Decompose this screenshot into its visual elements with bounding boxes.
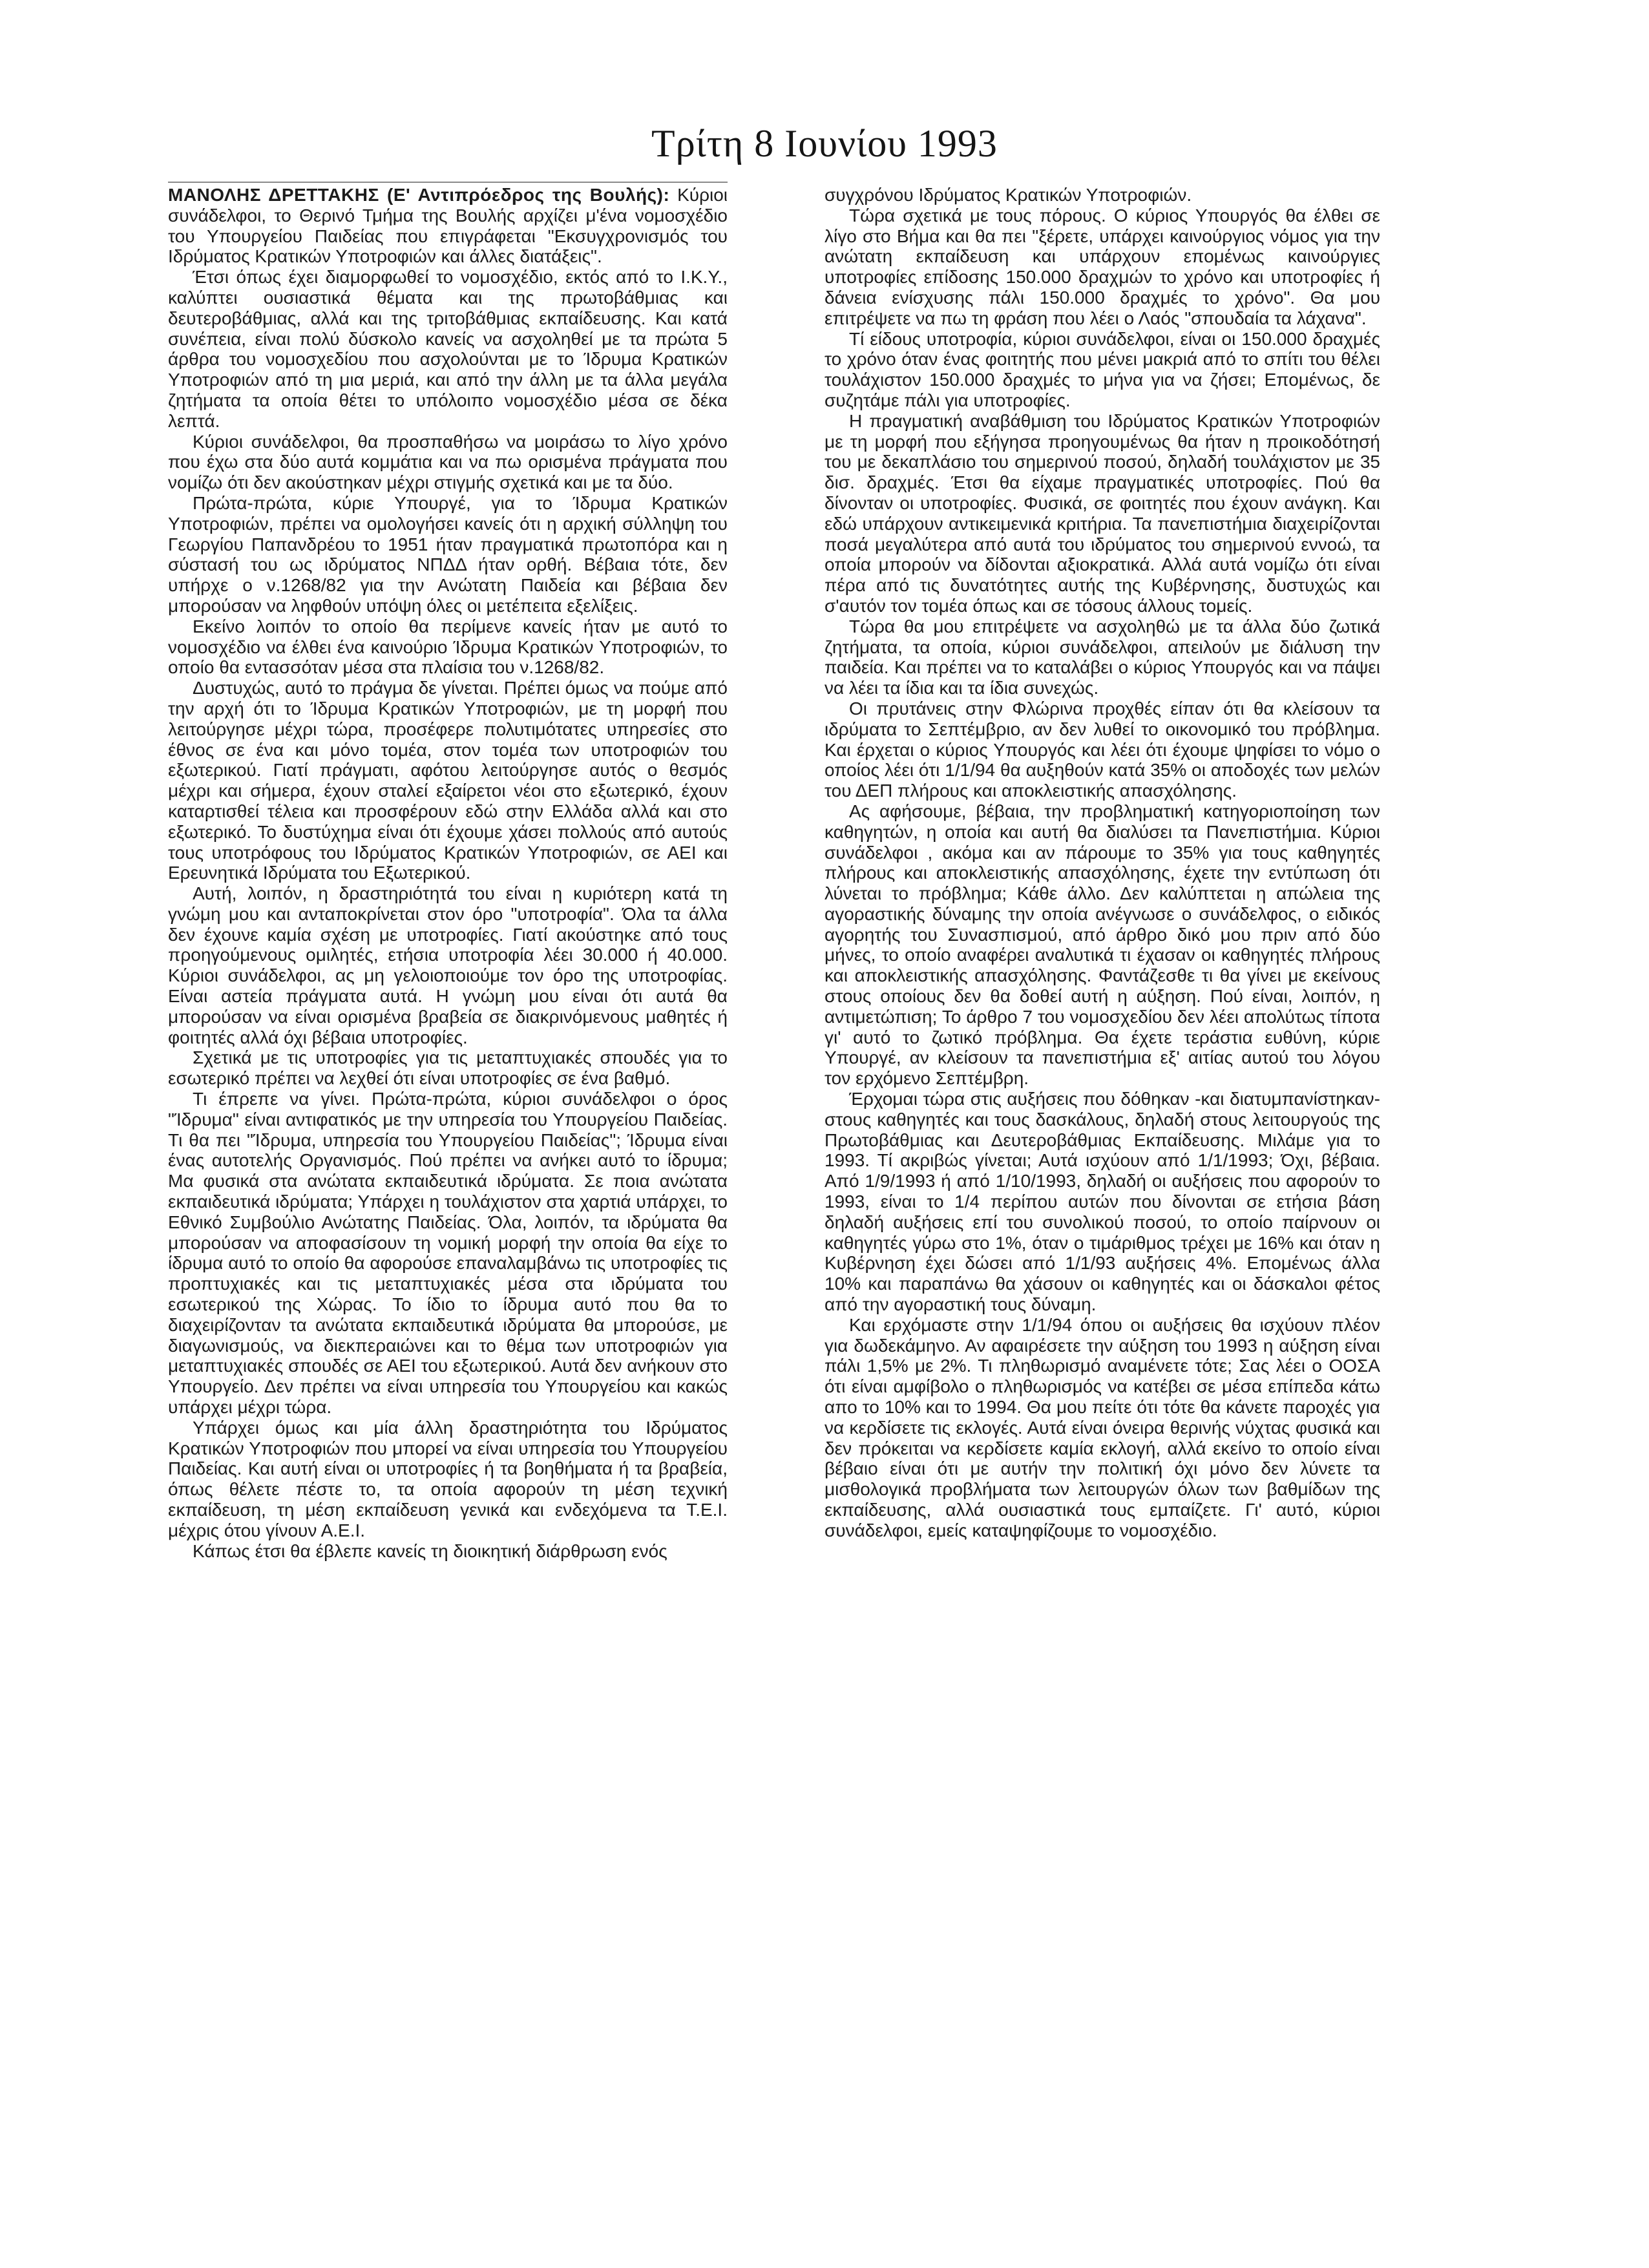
paragraph: Αυτή, λοιπόν, η δραστηριότητά του είναι η κυριότερη κατά τη γνώμη μου και ανταποκρίνεται στον όρο "υποτροφία". Όλα τα άλλα δεν έχουνε καμία σχέση με υποτροφίες. Γιατί ακούστηκε από τους προηγούμενους ομιλητές, ετήσια υποτροφία λέει 30.000 ή 40.000. Κύριοι συνάδελφοι, ας μη γελοιοποιούμε τον όρο της υποτροφίας. Είναι αστεία πράγματα αυτά. Η γνώμη μου είναι ότι αυτά θα μπορούσαν να είναι ορισμένα βραβεία σε διακρινόμενους μαθητές ή φοιτητές αλλά όχι βέβαια υποτροφίες. — [168, 883, 728, 1047]
paragraph: Έρχομαι τώρα στις αυξήσεις που δόθηκαν -και διατυμπανίστηκαν- στους καθηγητές και τους δασκάλους, δηλαδή στους λειτουργούς της Πρωτοβάθμιας και Δευτεροβάθμιας Εκπαίδευσης. Μιλάμε για το 1993. Τί ακριβώς γίνεται; Αυτά ισχύουν από 1/1/1993; Όχι, βέβαια. Από 1/9/1993 ή από 1/10/1993, δηλαδή οι αυξήσεις που αφορούν το 1993, είναι το 1/4 περίπου αυτών που δίνονται σε ετήσια βάση δηλαδή αυξήσεις επί του συνολικού ποσού, το οποίο παίρνουν οι καθηγητές γύρω στο 1%, όταν ο τιμάριθμος τρέχει με 16% και όταν η Κυβέρνηση έχει δώσει από 1/1/93 αυξήσεις 4%. Επομένως άλλα 10% και παραπάνω θα χάσουν οι καθηγητές και οι δάσκαλοι φέτος από την αγοραστική τους δύναμη. — [824, 1089, 1380, 1315]
page-date-header: Τρίτη 8 Ιουνίου 1993 — [651, 122, 998, 165]
left-column — [168, 185, 728, 1561]
speaker-name: ΜΑΝΟΛΗΣ ΔΡΕΤΤΑΚΗΣ (Ε' Αντιπρόεδρος της Βουλής): — [168, 185, 670, 205]
paragraph: Πρώτα-πρώτα, κύριε Υπουργέ, για το Ίδρυμα Κρατικών Υποτροφιών, πρέπει να ομολογήσει κανείς ότι η αρχική σύλληψη του Γεωργίου Παπανδρέου το 1951 ήταν πραγματικά πρωτοπόρα και η σύστασή του ως ιδρύματος ΝΠΔΔ ήταν ορθή. Βέβαια τότε, δεν υπήρχε ο ν.1268/82 για την Ανώτατη Παιδεία και βέβαια δεν μπορούσαν να ληφθούν υπόψη όλες οι μετέπειτα εξελίξεις. — [168, 492, 728, 616]
paragraph: Η πραγματική αναβάθμιση του Ιδρύματος Κρατικών Υποτροφιών με τη μορφή που εξήγησα προηγουμένως θα ήταν η προικοδότησή του με δεκαπλάσιο του σημερινού ποσού, δηλαδή τουλάχιστον με 35 δισ. δραχμές. Έτσι θα είχαμε πραγματικές υποτροφίες. Πού θα δίνονταν οι υποτροφίες. Φυσικά, σε φοιτητές που έχουν ανάγκη. Και εδώ υπάρχουν αντικειμενικά κριτήρια. Τα πανεπιστήμια διαχειρίζονται ποσά μεγαλύτερα από αυτά του ιδρύματος του σημερινού εννοώ, τα οποία μπορούν να δίδονται αξιοκρατικά. Αλλά αυτά νομίζω ότι είναι πέρα από τις δυνατότητες αυτής της Κυβέρνησης, δυστυχώς και σ'αυτόν τον τομέα όπως και σε τόσους άλλους τομείς. — [824, 410, 1380, 616]
paragraph: Κύριοι συνάδελφοι, θα προσπαθήσω να μοιράσω το λίγο χρόνο που έχω στα δύο αυτά κομμάτια και να πω ορισμένα πράγματα που νομίζω ότι δεν ακούστηκαν μέχρι στιγμής σχετικά και με τα δύο. — [168, 431, 728, 493]
paragraph-text: Κύριοι συνάδελφοι, το Θερινό Τμήμα της Βουλής αρχίζει μ'ένα νομοσχέδιο του Υπουργείου Παιδείας που επιγράφεται "Εκσυγχρονισμός του Ιδρύματος Κρατικών Υποτροφιών και άλλες διατάξεις". — [168, 185, 728, 267]
paragraph: Τι έπρεπε να γίνει. Πρώτα-πρώτα, κύριοι συνάδελφοι ο όρος "Ίδρυμα" είναι αντιφατικός με την υπηρεσία του Υπουργείου Παιδείας. Τι θα πει "Ίδρυμα, υπηρεσία του Υπουργείου Παιδείας"; Ίδρυμα είναι ένας αυτοτελής Οργανισμός. Πού πρέπει να ανήκει αυτό το ίδρυμα; Μα φυσικά στα ανώτατα εκπαιδευτικά ιδρύματα. Σε ποια ανώτατα εκπαιδευτικά ιδρύματα; Υπάρχει η τουλάχιστον στα χαρτιά υπάρχει, το Εθνικό Συμβούλιο Ανώτατης Παιδείας. Όλα, λοιπόν, τα ιδρύματα θα μπορούσαν να αποφασίσουν τη νομική μορφή την οποία θα είχε το ίδρυμα αυτό το οποίο θα αφορούσε επαναλαμβάνω τις υποτροφίες τις προπτυχιακές και τις μεταπτυχιακές μέσα στα ιδρύματα του εσωτερικού της Χώρας. Το ίδιο το ίδρυμα αυτό που θα το διαχειρίζονταν τα ανώτατα εκπαιδευτικά ιδρύματα θα μπορούσε, με διαγωνισμούς, να διεκπεραιώνει και το θέμα των υποτροφιών για μεταπτυχιακές σπουδές σε ΑΕΙ του εξωτερικού. Αυτά δεν ανήκουν στο Υπουργείο. Δεν πρέπει να είναι υπηρεσία του Υπουργείου και κακώς υπάρχει μέχρι τώρα. — [168, 1089, 728, 1418]
paragraph: Εκείνο λοιπόν το οποίο θα περίμενε κανείς ήταν με αυτό το νομοσχέδιο να έλθει ένα καινούριο Ίδρυμα Κρατικών Υποτροφιών, το οποίο θα εντασσόταν μέσα στα πλαίσια του ν.1268/82. — [168, 616, 728, 678]
paragraph-opening — [168, 185, 728, 267]
paragraph: Σχετικά με τις υποτροφίες για τις μεταπτυχιακές σπουδές για το εσωτερικό πρέπει να λεχθεί ότι είναι υποτροφίες σε ένα βαθμό. — [168, 1047, 728, 1089]
paragraph: Δυστυχώς, αυτό το πράγμα δε γίνεται. Πρέπει όμως να πούμε από την αρχή ότι το Ίδρυμα Κρατικών Υποτροφιών, με τη μορφή που λειτούργησε μέχρι τώρα, προσέφερε πολυτιμότατες υπηρεσίες στο έθνος σε ένα και μόνο τομέα, στον τομέα των υποτροφιών του εξωτερικού. Γιατί πράγματι, αφότου λειτούργησε αυτός ο θεσμός μέχρι και σήμερα, έχουν σταλεί εξαίρετοι νέοι στο εξωτερικό, έχουν καταρτισθεί τέλεια και προσφέρουν εδώ στην Ελλάδα αλλά και στο εξωτερικό. Το δυστύχημα είναι ότι έχουμε χάσει πολλούς από αυτούς τους υποτρόφους του Ιδρύματος Κρατικών Υποτροφιών, σε ΑΕΙ και Ερευνητικά Ιδρύματα του Εξωτερικού. — [168, 678, 728, 883]
paragraph-continuation: συγχρόνου Ιδρύματος Κρατικών Υποτροφιών. — [824, 185, 1192, 205]
paragraph: Έτσι όπως έχει διαμορφωθεί το νομοσχέδιο, εκτός από το Ι.Κ.Υ., καλύπτει ουσιαστικά θέματα και της πρωτοβάθμιας και δευτεροβάθμιας, αλλά και της τριτοβάθμιας εκπαίδευσης. Και κατά συνέπεια, είναι πολύ δύσκολο κανείς να ασχοληθεί με τα πρώτα 5 άρθρα του νομοσχεδίου που ασχολούνται με το Ίδρυμα Κρατικών Υποτροφιών από τη μια μεριά, και από την άλλη με τα άλλα μεγάλα ζητήματα τα οποία θέτει το υπόλοιπο νομοσχέδιο μέσα σε δέκα λεπτά. — [168, 267, 728, 431]
paragraph: Υπάρχει όμως και μία άλλη δραστηριότητα του Ιδρύματος Κρατικών Υποτροφιών που μπορεί να είναι υπηρεσία του Υπουργείου Παιδείας. Και αυτή είναι οι υποτροφίες ή τα βοηθήματα ή τα βραβεία, όπως θέλετε πέστε το, τα οποία αφορούν τη μέση τεχνική εκπαίδευση, τη μέση εκπαίδευση γενικά και ενδεχόμενα τα Τ.Ε.Ι. μέχρις ότου γίνουν Α.Ε.Ι. — [168, 1417, 728, 1540]
column-top-rule — [168, 182, 728, 183]
paragraph: Κάπως έτσι θα έβλεπε κανείς τη διοικητική διάρθρωση ενός — [193, 1540, 667, 1561]
paragraph: Τί είδους υποτροφία, κύριοι συνάδελφοι, είναι οι 150.000 δραχμές το χρόνο όταν ένας φοιτητής που μένει μακριά από το σπίτι του θέλει τουλάχιστον 150.000 δραχμές το μήνα για να ζήσει; Επομένως, δε συζητάμε πάλι για υποτροφίες. — [824, 328, 1380, 410]
paragraph: Τώρα σχετικά με τους πόρους. Ο κύριος Υπουργός θα έλθει σε λίγο στο Βήμα και θα πει "ξέρετε, υπάρχει καινούργιος νόμος για την ανώτατη εκπαίδευση και υπάρχουν επομένως καινούργιες υποτροφίες επίδοσης 150.000 δραχμών το χρόνο και υποτροφίες ή δάνεια ενίσχυσης πάλι 150.000 δραχμές το χρόνο". Θα μου επιτρέψετε να πω τη φράση που λέει ο Λαός "σπουδαία τα λάχανα". — [824, 205, 1380, 328]
paragraph: Και ερχόμαστε στην 1/1/94 όπου οι αυξήσεις θα ισχύουν πλέον για δωδεκάμηνο. Αν αφαιρέσετε την αύξηση του 1993 η αύξηση είναι πάλι 1,5% με 2%. Τι πληθωρισμό αναμένετε τότε; Σας λέει ο ΟΟΣΑ ότι είναι αμφίβολο ο πληθωρισμός να κατέβει σε μέσα επίπεδα κάτω απο το 10% και το 1994. Θα μου πείτε ότι τότε θα κάνετε παροχές για να κερδίσετε τις εκλογές. Αυτά είναι όνειρα θερινής νύχτας φυσικά και δεν πρόκειται να κερδίσετε καμία εκλογή, αλλά εκείνο το οποίο είναι βέβαιο είναι ότι με αυτήν την πολιτική όχι μόνο δεν λύνετε τα μισθολογικά προβλήματα των λειτουργών όλων των βαθμίδων της εκπαίδευσης, αλλά ουσιαστικά τους εμπαίζετε. Γι' αυτό, κύριοι συνάδελφοι, εμείς καταψηφίζουμε το νομοσχέδιο. — [824, 1314, 1380, 1540]
paragraph: Τώρα θα μου επιτρέψετε να ασχοληθώ με τα άλλα δύο ζωτικά ζητήματα, τα οποία, κύριοι συνάδελφοι, απειλούν με διάλυση την παιδεία. Και πρέπει να το καταλάβει ο κύριος Υπουργός και να πάψει να λέει τα ίδια και τα ίδια συνεχώς. — [824, 616, 1380, 698]
paragraph: Ας αφήσουμε, βέβαια, την προβληματική κατηγοριοποίηση των καθηγητών, η οποία και αυτή θα διαλύσει τα Πανεπιστήμια. Κύριοι συνάδελφοι , ακόμα και αν πάρουμε το 35% για τους καθηγητές πλήρους και αποκλειστικής απασχόλησης, έχετε την εντύπωση ότι λύνεται το πρόβλημα; Κάθε άλλο. Δεν καλύπτεται η απώλεια της αγοραστικής δύναμης την οποία ανέγνωσε ο συνάδελφος, ο ειδικός αγορητής του Συνασπισμού, από άρθρο δικό μου πριν από δύο μήνες, το οποίο αναφέρει αναλυτικά τι έχασαν οι καθηγητές πλήρους και αποκλειστικής απασχόλησης. Φαντάζεσθε τι θα γίνει με εκείνους στους οποίους δεν θα δοθεί αυτή η αύξηση. Πού είναι, λοιπόν, η αντιμετώπιση; Το άρθρο 7 του νομοσχεδίου δεν λέει απολύτως τίποτα γι' αυτό το ζωτικό πρόβλημα. Θα έχετε τεράστια ευθύνη, κύριε Υπουργέ, αν κλείσουν τα πανεπιστήμια εξ' αιτίας αυτού του λόγου τον ερχόμενο Σεπτέμβρη. — [824, 801, 1380, 1089]
right-column — [824, 185, 1380, 1541]
paragraph: Οι πρυτάνεις στην Φλώρινα προχθές είπαν ότι θα κλείσουν τα ιδρύματα το Σεπτέμβριο, αν δεν λυθεί το οικονομικό του πρόβλημα. Και έρχεται ο κύριος Υπουργός και λέει ότι έχουμε ψηφίσει το νόμο ο οποίος λέει ότι 1/1/94 θα αυξηθούν κατά 35% οι αποδοχές των μελών του ΔΕΠ πλήρους και αποκλειστικής απασχόλησης. — [824, 698, 1380, 801]
